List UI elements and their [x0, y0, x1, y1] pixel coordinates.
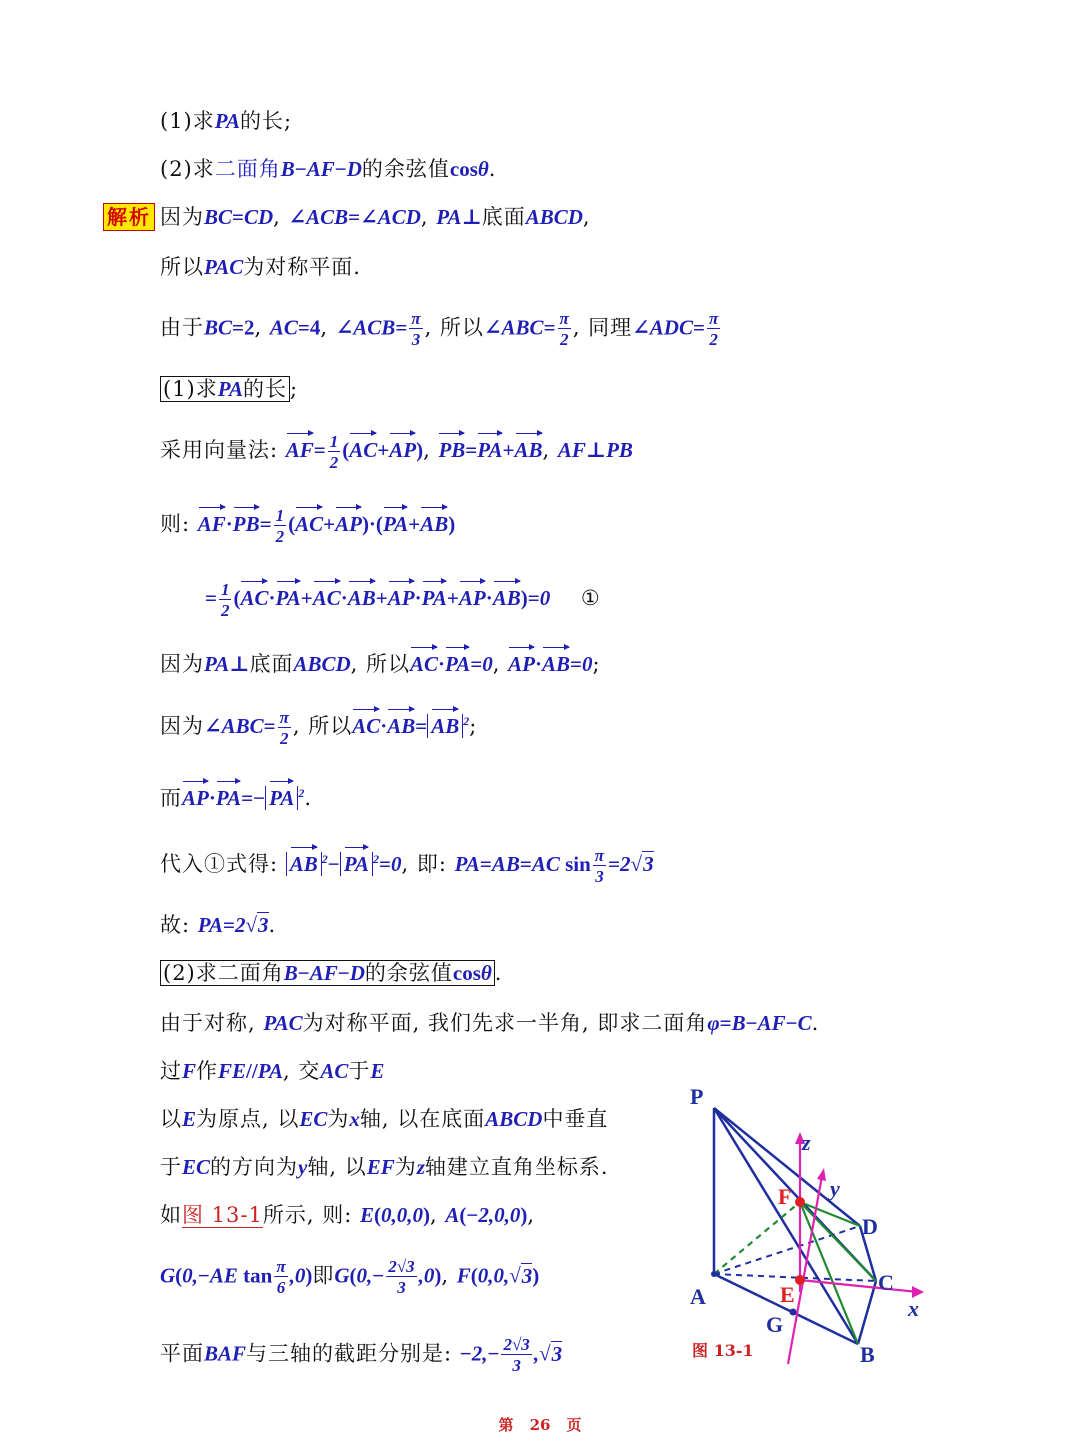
label-e: E — [780, 1282, 795, 1307]
label-p: P — [690, 1084, 704, 1109]
pyramid-edges — [714, 1108, 876, 1344]
x-axis — [800, 1280, 918, 1292]
line-12: 由于对称, PAC为对称平面, 我们先求一半角, 即求二面角φ=B−AF−C. — [160, 1011, 820, 1035]
line-4: 采用向量法: AF= $\frac{1}{2}$ (AC+AP), PB=PA+AB, AF⊥PB — [160, 431, 633, 472]
line-7: 因为PA⊥底面ABCD, 所以AC·PA=0, AP·AB=0; — [160, 646, 601, 679]
line-13: 过F作FE//PA, 交AC于E — [160, 1059, 385, 1083]
label-g: G — [766, 1312, 784, 1337]
figure-caption: 图 13-1 — [692, 1341, 754, 1360]
line-15: 于EC的方向为y轴, 以EF为z轴建立直角坐标系. — [160, 1155, 609, 1179]
analysis-tag: 解析 — [103, 203, 155, 231]
label-d: D — [862, 1214, 878, 1239]
label-a: A — [690, 1284, 706, 1309]
label-c: C — [878, 1270, 894, 1295]
axes — [788, 1132, 924, 1364]
line-18: 平面BAF与三轴的截距分别是: −2,− $\frac{2√3}{3}$ ,√3 — [160, 1335, 563, 1375]
line-3: 由于BC=2, AC=4, ∠ACB= $\frac{\pi}{3}$ , 所以∠ABC= $\frac{\pi}{2}$ , 同理∠ADC= $\frac{\pi}{2}$ — [160, 309, 719, 349]
figure-13-1 — [680, 1080, 940, 1380]
label-b: B — [860, 1342, 875, 1367]
label-z: z — [802, 1130, 811, 1155]
heading-1: (1)求PA的长 ; — [160, 374, 298, 404]
line-5: 则: AF·PB= $\frac{1}{2}$ (AC+AP)·(PA+AB) — [160, 505, 456, 546]
point-a — [711, 1271, 717, 1277]
line-9: 而AP·PA=− PA $^2$. — [160, 778, 312, 813]
heading-2: (2)求二面角B−AF−D的余弦值cosθ . — [160, 958, 502, 988]
line-10: 代入①式得: AB $^2$− PA $^2$=0, 即: PA=AB=AC sin $\frac{\pi}{3}$ =2√3 — [160, 845, 654, 886]
point-f — [795, 1197, 805, 1207]
point-e — [795, 1275, 805, 1285]
question-1: (1)求PA的长; — [160, 109, 293, 133]
line-1: 因为BC=CD, ∠ACB=∠ACD, PA⊥底面ABCD, — [160, 205, 591, 229]
label-y: y — [830, 1176, 840, 1201]
label-x: x — [908, 1296, 919, 1321]
line-8: 因为∠ABC= $\frac{\pi}{2}$ , 所以AC·AB= AB $^2$; — [160, 707, 478, 748]
line-17: G(0,−AE tan $\frac{\pi}{6}$ ,0)即G(0,− $\frac{2√3}{3}$ ,0), F(0,0,√3) — [160, 1257, 540, 1297]
line-6: = $\frac{1}{2}$ (AC·PA+AC·AB+AP·PA+AP·AB)=0 ① — [205, 579, 601, 620]
edge-bc — [858, 1281, 876, 1344]
line-2: 所以PAC为对称平面. — [160, 255, 361, 279]
label-f: F — [778, 1184, 792, 1209]
point-g — [790, 1309, 797, 1316]
line-14: 以E为原点, 以EC为x轴, 以在底面ABCD中垂直 — [160, 1107, 609, 1131]
line-11: 故: PA=2√3. — [160, 913, 277, 937]
page-footer: 第 26 页 — [498, 1416, 582, 1434]
question-2: (2)求二面角B−AF−D的余弦值cosθ. — [160, 157, 497, 181]
line-16: 如图 13-1所示, 则: E(0,0,0), A(−2,0,0), — [160, 1203, 536, 1227]
